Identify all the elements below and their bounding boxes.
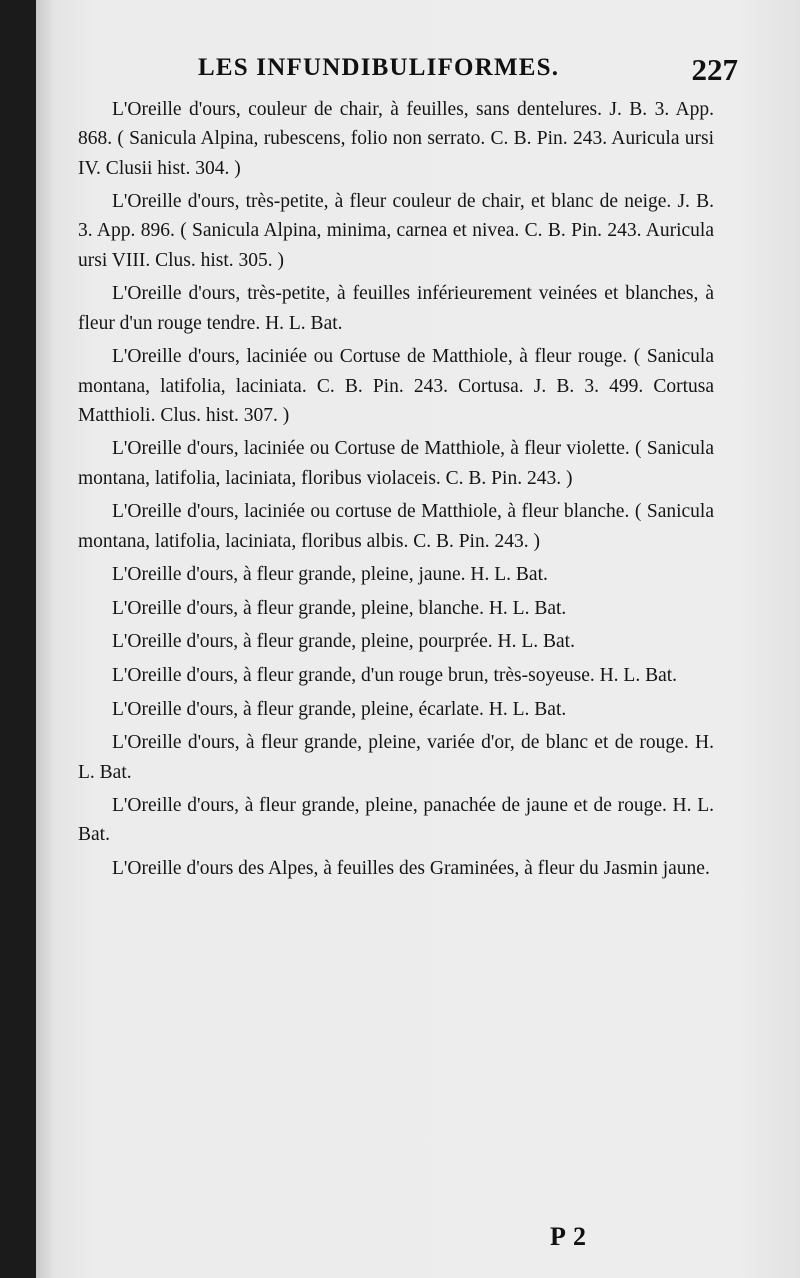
entry: L'Oreille d'ours, à fleur grande, pleine, variée d'or, de blanc et de rouge. H. L. Bat. xyxy=(78,732,714,783)
book-page xyxy=(36,0,800,1278)
page-number: 227 xyxy=(691,52,738,87)
entry: L'Oreille d'ours, laciniée ou Cortuse de Matthiole, à fleur rouge. ( Sanicula montana, latifolia, laciniata. C. B. Pin. 243. Cortusa. J. B. 3. 499. Cortusa Matthioli. Clus. hist. 307. ) xyxy=(78,346,714,426)
page-body xyxy=(78,95,714,883)
entry: L'Oreille d'ours, à fleur grande, pleine, panachée de jaune et de rouge. H. L. Bat. xyxy=(78,795,714,846)
signature-mark: P 2 xyxy=(550,1222,587,1251)
entry: L'Oreille d'ours, à fleur grande, d'un rouge brun, très-soyeuse. H. L. Bat. xyxy=(112,665,678,687)
entry: L'Oreille d'ours, à fleur grande, pleine, blanche. H. L. Bat. xyxy=(112,597,567,619)
entry: L'Oreille d'ours, à fleur grande, pleine, écarlate. H. L. Bat. xyxy=(112,698,567,720)
running-head: LES INFUNDIBULIFORMES. xyxy=(198,54,560,81)
entry: L'Oreille d'ours, laciniée ou Cortuse de Matthiole, à fleur violette. ( Sanicula montana, latifolia, laciniata, floribus violaceis. C. B. Pin. 243. ) xyxy=(78,438,714,489)
entry: L'Oreille d'ours, laciniée ou cortuse de Matthiole, à fleur blanche. ( Sanicula montana, latifolia, laciniata, floribus albis. C. B. Pin. 243. ) xyxy=(78,501,714,552)
entry: L'Oreille d'ours, à fleur grande, pleine, pourprée. H. L. Bat. xyxy=(112,631,575,653)
entry: L'Oreille d'ours, très-petite, à feuilles inférieurement veinées et blanches, à fleur d'un rouge tendre. H. L. Bat. xyxy=(78,283,714,334)
page-header xyxy=(160,52,750,92)
entry: L'Oreille d'ours, très-petite, à fleur couleur de chair, et blanc de neige. J. B. 3. App. 896. ( Sanicula Alpina, minima, carnea et nivea. C. B. Pin. 243. Auricula ursi VIII. Clus. hist. 305. ) xyxy=(78,191,714,271)
entry: L'Oreille d'ours, couleur de chair, à feuilles, sans dentelures. J. B. 3. App. 868. ( Sanicula Alpina, rubescens, folio non serrato. C. B. Pin. 243. Auricula ursi IV. Clusii hist. 304. ) xyxy=(78,99,714,179)
show-through-text xyxy=(726,70,800,1170)
entry: L'Oreille d'ours, à fleur grande, pleine, jaune. H. L. Bat. xyxy=(112,564,548,586)
entry: L'Oreille d'ours des Alpes, à feuilles des Graminées, à fleur du Jasmin jaune. xyxy=(112,857,710,879)
